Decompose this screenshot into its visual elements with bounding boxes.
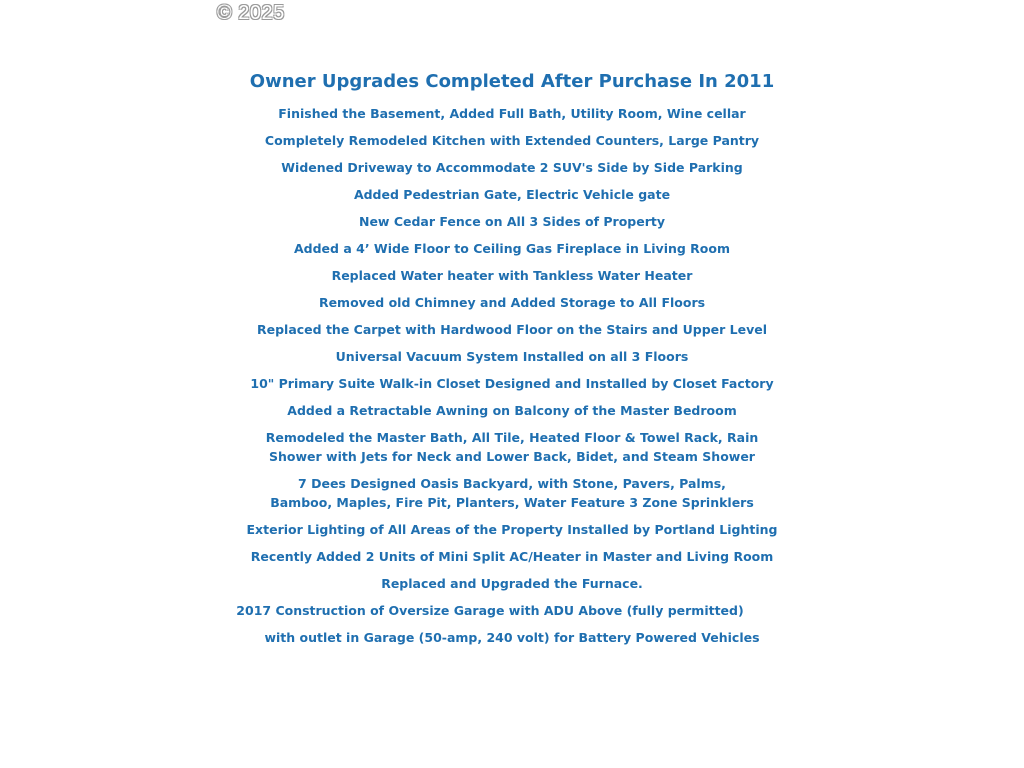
page-title: Owner Upgrades Completed After Purchase In 2011 [249,71,775,92]
upgrade-item-basement: Finished the Basement, Added Full Bath, Utility Room, Wine cellar [278,106,746,121]
upgrade-item-chimney: Removed old Chimney and Added Storage to All Floors [318,295,706,310]
copyright-watermark: © 2025 [217,2,285,24]
upgrade-item-master-bath-line2: Shower with Jets for Neck and Lower Back, Bidet, and Steam Shower [269,449,755,464]
upgrade-item-backyard-line1: 7 Dees Designed Oasis Backyard, with Stone, Pavers, Palms, [298,476,726,491]
upgrade-item-backyard-line2: Bamboo, Maples, Fire Pit, Planters, Water Feature 3 Zone Sprinklers [270,495,754,510]
upgrade-item-hardwood: Replaced the Carpet with Hardwood Floor on the Stairs and Upper Level [256,322,768,337]
upgrade-item-gate: Added Pedestrian Gate, Electric Vehicle gate [353,187,671,202]
upgrade-item-vacuum: Universal Vacuum System Installed on all 3 Floors [335,349,689,364]
upgrade-item-kitchen: Completely Remodeled Kitchen with Extended Counters, Large Pantry [264,133,760,148]
upgrade-item-mini-split: Recently Added 2 Units of Mini Split AC/Heater in Master and Living Room [250,549,774,564]
upgrade-item-exterior-lighting: Exterior Lighting of All Areas of the Property Installed by Portland Lighting [246,522,778,537]
upgrade-item-furnace: Replaced and Upgraded the Furnace. [381,576,643,591]
upgrade-item-awning: Added a Retractable Awning on Balcony of the Master Bedroom [287,403,737,418]
upgrade-item-closet: 10" Primary Suite Walk-in Closet Designed and Installed by Closet Factory [250,376,774,391]
upgrade-item-fireplace: Added a 4’ Wide Floor to Ceiling Gas Fireplace in Living Room [293,241,731,256]
upgrade-item-master-bath-line1: Remodeled the Master Bath, All Tile, Heated Floor & Towel Rack, Rain [265,430,759,445]
upgrade-item-driveway: Widened Driveway to Accommodate 2 SUV's Side by Side Parking [281,160,743,175]
upgrade-item-garage-line1: 2017 Construction of Oversize Garage with ADU Above (fully permitted) [236,603,744,618]
upgrade-item-fence: New Cedar Fence on All 3 Sides of Property [358,214,666,229]
upgrade-item-garage-line2: with outlet in Garage (50-amp, 240 volt) for Battery Powered Vehicles [264,630,760,645]
upgrade-item-water-heater: Replaced Water heater with Tankless Water Heater [331,268,693,283]
